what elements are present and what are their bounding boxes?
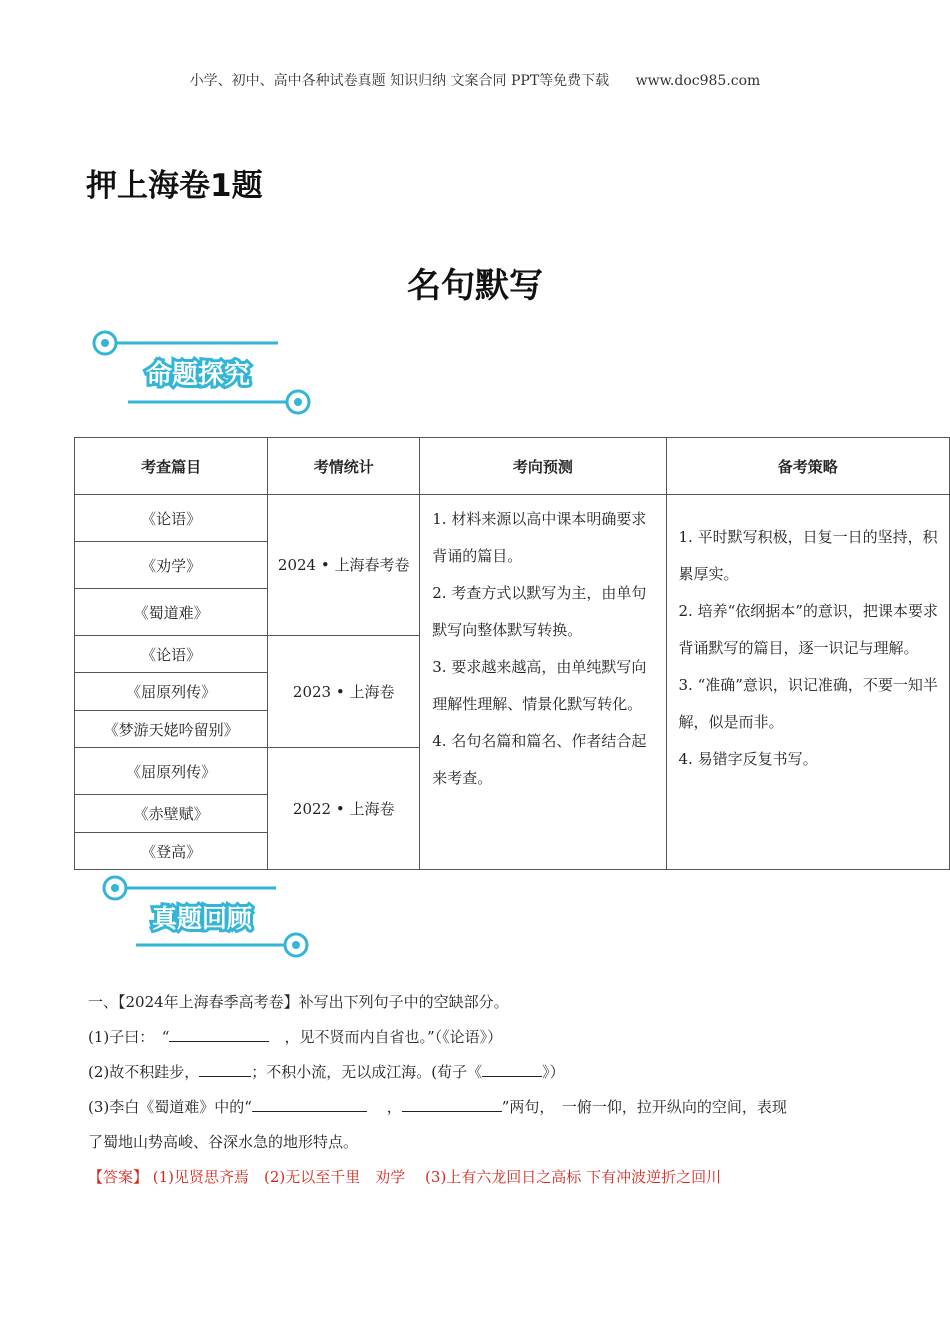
table-cell-work: 《蜀道难》 xyxy=(75,589,268,636)
section-banner-explore xyxy=(90,326,320,420)
fill-blank[interactable] xyxy=(169,1023,269,1042)
answer-label: 【答案】 xyxy=(88,1168,149,1186)
prediction-item: 3. 要求越来越高，由单纯默写向理解性理解、情景化默写转化。 xyxy=(432,658,647,713)
table-cell-work: 《屈原列传》 xyxy=(75,748,268,795)
prediction-item: 1. 材料来源以高中课本明确要求背诵的篇目。 xyxy=(432,510,647,565)
question-text: ”两句， 一俯一仰，拉开纵向的空间，表现 xyxy=(501,1098,787,1116)
header-url[interactable]: www.doc985.com xyxy=(635,73,761,89)
table-cell-work: 《梦游天姥吟留别》 xyxy=(75,711,268,748)
header-text: 小学、初中、高中各种试卷真题 知识归纳 文案合同 PPT等免费下载 xyxy=(189,73,610,89)
strategy-item: 4. 易错字反复书写。 xyxy=(678,750,818,768)
question-item-1 xyxy=(88,1020,888,1055)
header-cell: 考情统计 xyxy=(268,438,420,495)
table-cell-year: 2023 • 上海卷 xyxy=(268,636,420,748)
question-item-2 xyxy=(88,1055,888,1090)
header-cell: 考向预测 xyxy=(420,438,666,495)
question-text: (1)子曰： “ xyxy=(88,1028,170,1046)
page-subtitle: 名句默写 xyxy=(407,266,543,306)
fill-blank[interactable] xyxy=(402,1093,502,1112)
strategy-cell xyxy=(666,495,950,870)
strategy-item: 3. “准确”意识，识记准确，不要一知半解，似是而非。 xyxy=(678,676,938,731)
prediction-cell xyxy=(420,495,666,870)
answer-line xyxy=(88,1160,888,1195)
answer-text: (1)见贤思齐焉 (2)无以至千里 劝学 (3)上有六龙回日之高标 下有冲波逆折之回川 xyxy=(148,1168,722,1186)
page-title: 押上海卷1题 xyxy=(86,168,263,204)
table-cell-year: 2024 • 上海春考卷 xyxy=(268,495,420,636)
question-text: 》） xyxy=(542,1063,565,1081)
table-cell-work: 《劝学》 xyxy=(75,542,268,589)
fill-blank[interactable] xyxy=(482,1058,542,1077)
prediction-item: 2. 考查方式以默写为主，由单句默写向整体默写转换。 xyxy=(432,584,647,639)
fill-blank[interactable] xyxy=(252,1093,367,1112)
question-intro: 一、【2024年上海春季高考卷】补写出下列句子中的空缺部分。 xyxy=(88,993,509,1011)
section-banner-review xyxy=(100,873,320,963)
header-cell: 考查篇目 xyxy=(75,438,268,495)
strategy-item: 1. 平时默写积极，日复一日的坚持，积累厚实。 xyxy=(678,528,938,583)
question-text: ，见不贤而内自省也。”（《论语》） xyxy=(284,1028,503,1046)
prediction-item: 4. 名句名篇和篇名、作者结合起来考查。 xyxy=(432,732,647,787)
section-label-review: 真题回顾 xyxy=(152,904,253,933)
question-text: ， xyxy=(386,1098,402,1116)
question-item-3 xyxy=(88,1090,888,1125)
table-cell-work: 《屈原列传》 xyxy=(75,673,268,711)
strategy-item: 2. 培养“依纲据本”的意识，把课本要求背诵默写的篇目，逐一识记与理解。 xyxy=(678,602,938,657)
table-header-row xyxy=(75,438,950,495)
table-cell-work: 《论语》 xyxy=(75,636,268,673)
question-section xyxy=(88,985,888,1195)
question-text: ；不积小流，无以成江海。(荀子《 xyxy=(251,1063,483,1081)
table-cell-work: 《赤壁赋》 xyxy=(75,795,268,833)
table-cell-work: 《登高》 xyxy=(75,833,268,870)
question-item-3-cont: 了蜀地山势高峻、谷深水急的地形特点。 xyxy=(88,1133,359,1151)
fill-blank[interactable] xyxy=(199,1058,251,1077)
table-cell-work: 《论语》 xyxy=(75,495,268,542)
question-text: (2)故不积跬步， xyxy=(88,1063,200,1081)
section-label-explore: 命题探究 xyxy=(146,360,251,390)
header-cell: 备考策略 xyxy=(666,438,950,495)
table-cell-year: 2022 • 上海卷 xyxy=(268,748,420,870)
page-header xyxy=(0,70,950,90)
question-text: (3)李白《蜀道难》中的“ xyxy=(88,1098,252,1116)
overview-table xyxy=(74,437,950,870)
